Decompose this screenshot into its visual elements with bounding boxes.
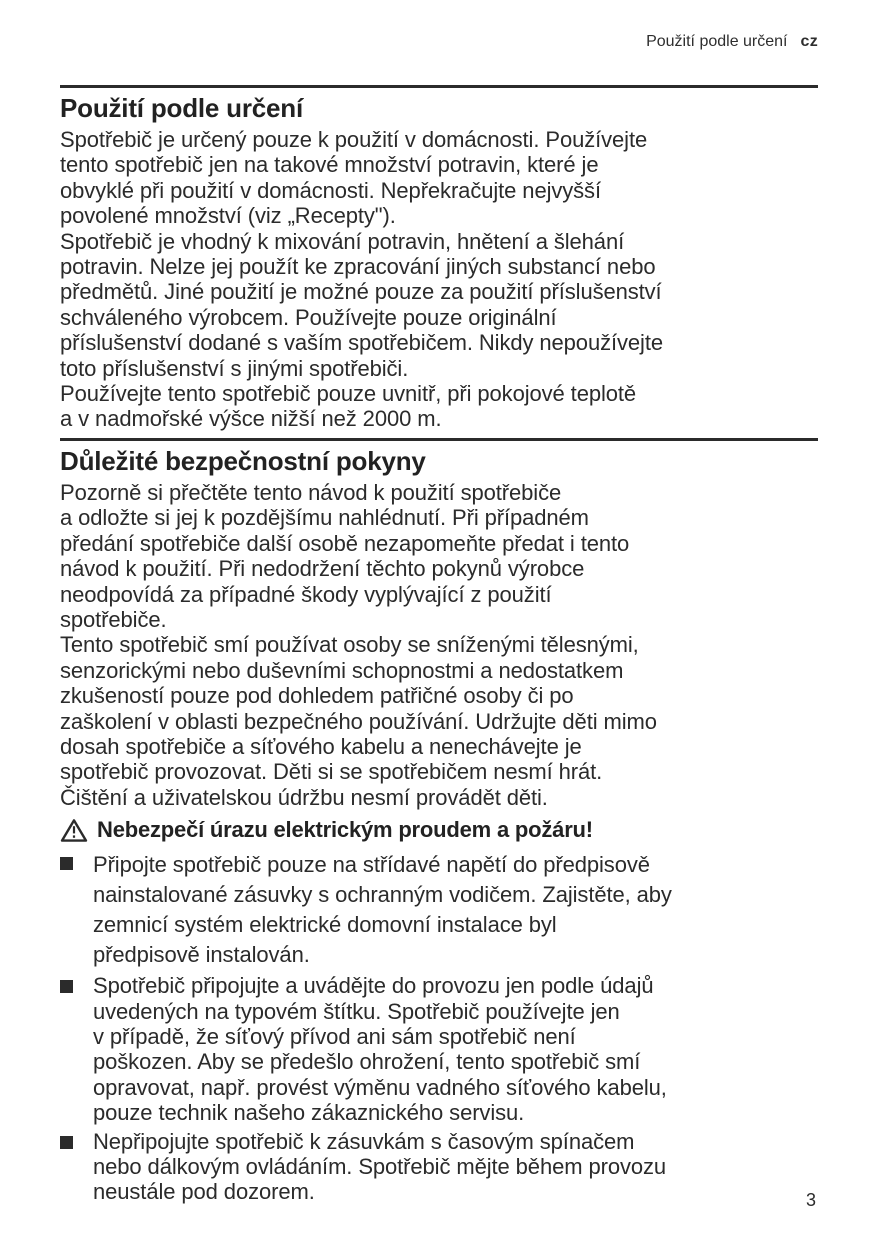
safety-bullet-text: Nepřipojujte spotřebič k zásuvkám s časovým spínačem nebo dálkovým ovládáním. Spotřebič mějte během provozu neustále pod dozorem. (93, 1128, 667, 1205)
intended-use-heading: Použití podle určení (60, 93, 304, 123)
square-bullet-icon (60, 1136, 73, 1149)
language-code-badge: cz (800, 33, 818, 50)
square-bullet-icon (60, 980, 73, 993)
section-safety-instructions (0, 438, 874, 1205)
safety-bullet-item (60, 973, 818, 1125)
warning-heading (60, 816, 818, 844)
section-intended-use (0, 85, 874, 432)
warning-triangle-icon (60, 818, 88, 843)
square-bullet-icon (60, 857, 73, 870)
section-divider-rule (60, 85, 818, 88)
running-title: Použití podle určení (646, 33, 788, 50)
section-divider-rule (60, 438, 818, 441)
warning-heading-label: Nebezpečí úrazu elektrickým proudem a požáru! (97, 817, 593, 843)
safety-bullet-text: Připojte spotřebič pouze na střídavé napětí do předpisově nainstalované zásuvky s ochranným vodičem. Zajistěte, aby zemnicí systém elektrické domovní instalace byl předpisově instalován. (93, 852, 672, 968)
safety-heading: Důležité bezpečnostní pokyny (60, 445, 426, 476)
intended-use-paragraph: Spotřebič je určený pouze k použití v domácnosti. Používejte tento spotřebič jen na takové množství potravin, které je obvyklé při použití v domácnosti. Nepřekračujte nejvyšší povolené množství (viz „Recepty"). Spotřebič je vhodný k mixování potravin, hnětení a šlehání potravin. Nelze jej použít ke zpracování jiných substancí nebo předmětů. Jiné použití je možné pouze za použití příslušenství schváleného výrobcem. Používejte pouze originální příslušenství dodané s vaším spotřebičem. Nikdy nepoužívejte toto příslušenství s jinými spotřebiči. Používejte tento spotřebič pouze uvnitř, při pokojové teplotě a v nadmořské výšce nižší než 2000 m. (60, 127, 663, 432)
page-number: 3 (805, 1190, 816, 1210)
safety-bullet-text: Spotřebič připojujte a uvádějte do provozu jen podle údajů uvedených na typovém štítku. Spotřebič používejte jen v případě, že síťový přívod ani sám spotřebič není poškozen. Aby se předešlo ohrožení, tento spotřebič smí opravovat, např. provést výměnu vadného síťového kabelu, pouze technik našeho zákaznického servisu. (93, 973, 667, 1126)
running-header (60, 32, 818, 51)
safety-bullet-list (60, 850, 818, 1205)
safety-bullet-item (60, 1129, 818, 1205)
safety-bullet-item (60, 850, 818, 970)
safety-paragraph: Pozorně si přečtěte tento návod k použití spotřebiče a odložte si jej k pozdějšímu nahlédnutí. Při případném předání spotřebiče další osobě nezapomeňte předat i tento návod k použití. Při nedodržení těchto pokynů výrobce neodpovídá za případné škody vyplývající z použití spotřebiče. Tento spotřebič smí používat osoby se sníženými tělesnými, senzorickými nebo duševními schopnostmi a nedostatkem zkušeností pouze pod dohledem patřičné osoby či po zaškolení v oblasti bezpečného používání. Udržujte děti mimo dosah spotřebiče a síťového kabelu a nenechávejte je spotřebič provozovat. Děti si se spotřebičem nesmí hrát. Čištění a uživatelskou údržbu nesmí provádět děti. (60, 479, 657, 810)
